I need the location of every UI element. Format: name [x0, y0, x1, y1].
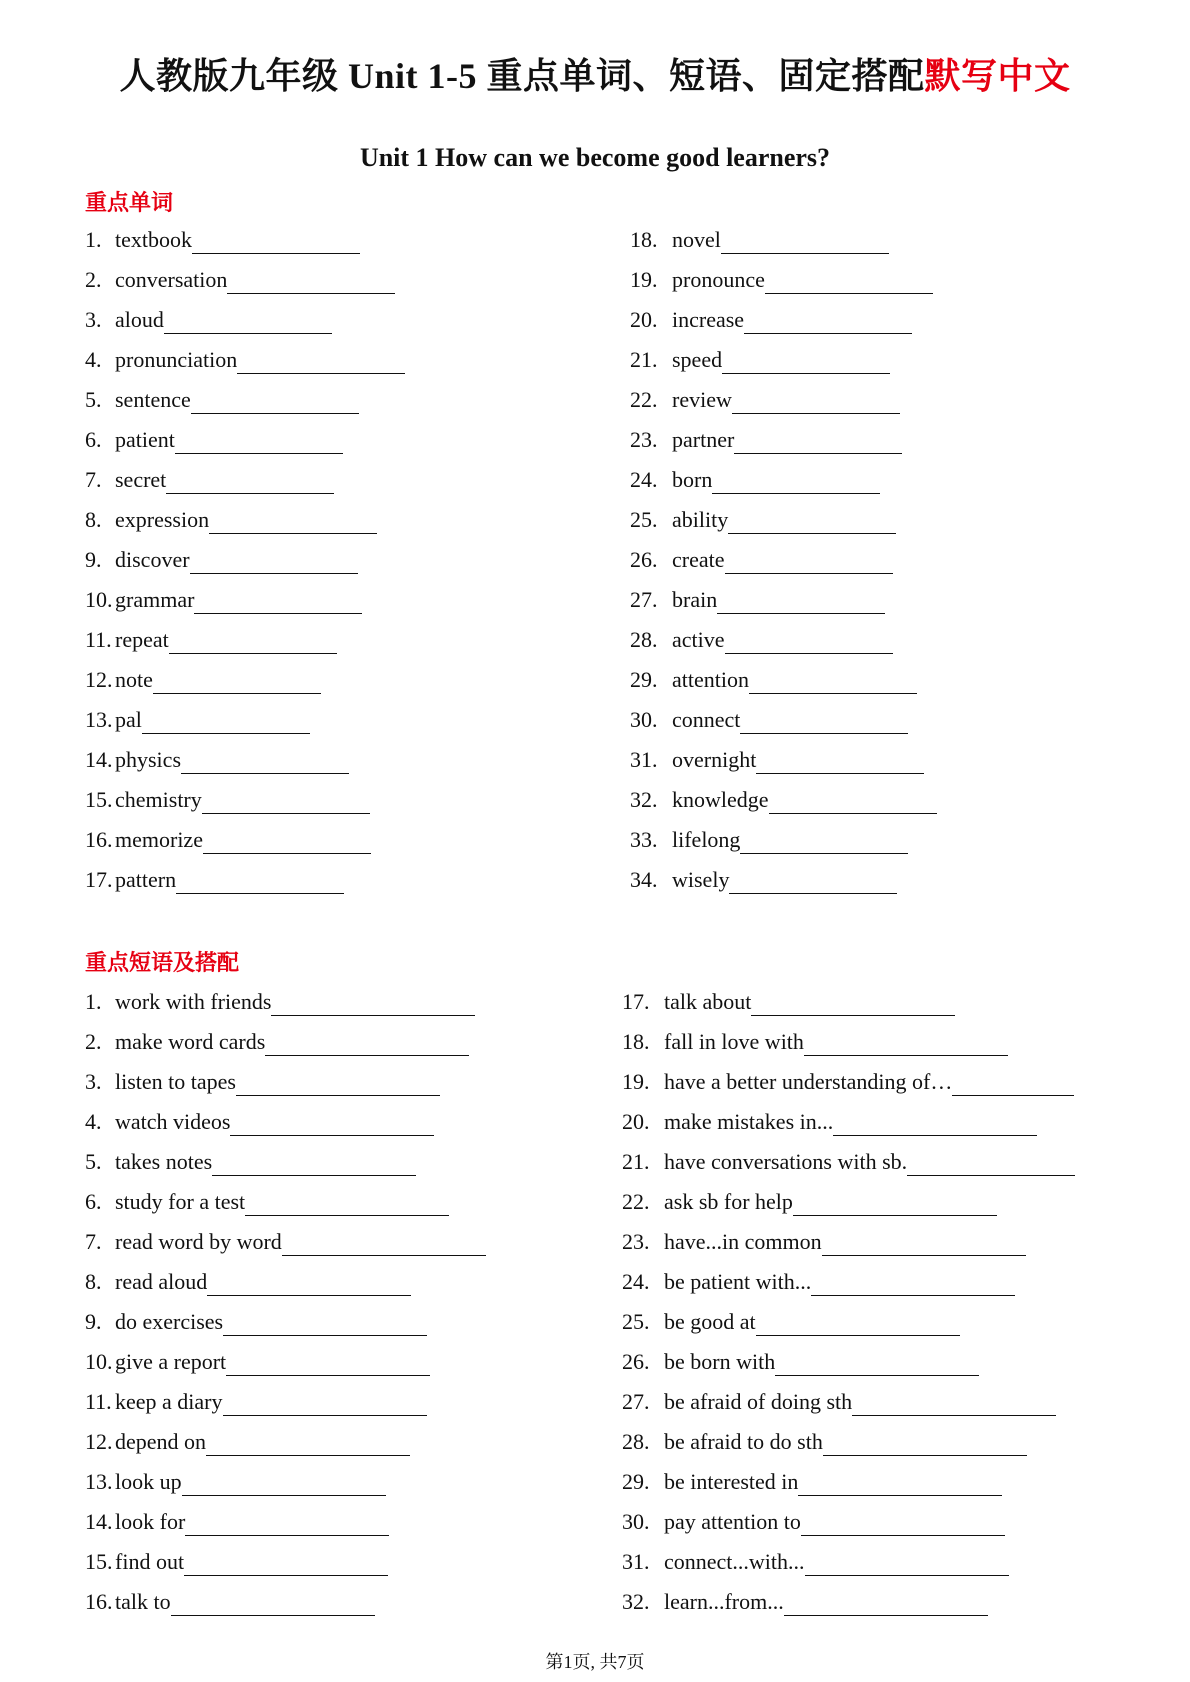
- list-item: [85, 580, 405, 620]
- item-text: active: [672, 627, 725, 652]
- item-number: 28.: [622, 1429, 650, 1454]
- item-text: make word cards: [115, 1029, 266, 1054]
- item-number: 16.: [85, 827, 113, 852]
- item-text: have...in common: [664, 1229, 822, 1254]
- item-number: 12.: [85, 667, 113, 692]
- item-number: 13.: [85, 1469, 113, 1494]
- item-number: 29.: [622, 1469, 650, 1494]
- item-text: be born with: [664, 1349, 776, 1374]
- item-number: 30.: [622, 1509, 650, 1534]
- item-text: increase: [672, 307, 745, 332]
- answer-blank[interactable]: [236, 1065, 440, 1096]
- item-text: physics: [115, 747, 181, 772]
- list-item: [630, 580, 937, 620]
- answer-blank[interactable]: [823, 1425, 1027, 1456]
- item-number: 11.: [85, 627, 112, 652]
- item-text: work with friends: [115, 989, 272, 1014]
- item-text: keep a diary: [115, 1389, 223, 1414]
- item-text: overnight: [672, 747, 757, 772]
- item-text: learn...from...: [664, 1589, 784, 1614]
- list-item: [622, 1542, 1075, 1582]
- list-item: [85, 740, 405, 780]
- item-number: 27.: [630, 587, 658, 612]
- list-item: [85, 1062, 486, 1102]
- answer-blank[interactable]: [756, 743, 924, 774]
- item-number: 28.: [630, 627, 658, 652]
- item-number: 31.: [630, 747, 658, 772]
- item-text: make mistakes in...: [664, 1109, 834, 1134]
- item-text: read aloud: [115, 1269, 208, 1294]
- answer-blank[interactable]: [203, 823, 371, 854]
- list-item: [630, 700, 937, 740]
- list-item: [630, 660, 937, 700]
- item-text: wisely: [672, 867, 730, 892]
- list-item: [630, 260, 937, 300]
- list-item: [630, 380, 937, 420]
- answer-blank[interactable]: [237, 343, 405, 374]
- answer-blank[interactable]: [223, 1305, 427, 1336]
- item-number: 24.: [630, 467, 658, 492]
- list-item: [622, 1102, 1075, 1142]
- item-text: be afraid to do sth: [664, 1429, 823, 1454]
- answer-blank[interactable]: [212, 1145, 416, 1176]
- list-item: [622, 982, 1075, 1022]
- answer-blank[interactable]: [805, 1545, 1009, 1576]
- item-text: textbook: [115, 227, 192, 252]
- item-text: fall in love with: [664, 1029, 804, 1054]
- item-text: expression: [115, 507, 210, 532]
- item-number: 3.: [85, 1069, 102, 1094]
- answer-blank[interactable]: [190, 543, 358, 574]
- item-number: 1.: [85, 227, 102, 252]
- list-item: [630, 300, 937, 340]
- item-text: give a report: [115, 1349, 227, 1374]
- list-item: [85, 540, 405, 580]
- answer-blank[interactable]: [717, 583, 885, 614]
- item-text: be good at: [664, 1309, 756, 1334]
- item-text: find out: [115, 1549, 185, 1574]
- answer-blank[interactable]: [265, 1025, 469, 1056]
- answer-blank[interactable]: [230, 1105, 434, 1136]
- list-item: [630, 220, 937, 260]
- answer-blank[interactable]: [206, 1425, 410, 1456]
- item-number: 7.: [85, 467, 102, 492]
- item-text: pattern: [115, 867, 177, 892]
- answer-blank[interactable]: [192, 223, 360, 254]
- page-title-highlight: 默写中文: [924, 56, 1071, 96]
- list-item: [85, 1582, 486, 1622]
- answer-blank[interactable]: [184, 1545, 388, 1576]
- item-text: sentence: [115, 387, 191, 412]
- list-item: [630, 420, 937, 460]
- item-number: 22.: [622, 1189, 650, 1214]
- item-text: do exercises: [115, 1309, 224, 1334]
- item-number: 23.: [630, 427, 658, 452]
- item-text: memorize: [115, 827, 203, 852]
- answer-blank[interactable]: [798, 1465, 1002, 1496]
- item-number: 25.: [630, 507, 658, 532]
- answer-blank[interactable]: [171, 1585, 375, 1616]
- item-number: 29.: [630, 667, 658, 692]
- item-text: pronounce: [672, 267, 765, 292]
- item-text: repeat: [115, 627, 169, 652]
- answer-blank[interactable]: [175, 423, 343, 454]
- item-text: have a better understanding of…: [664, 1069, 953, 1094]
- list-item: [85, 1382, 486, 1422]
- words-section-heading: 重点单词: [85, 190, 174, 215]
- answer-blank[interactable]: [181, 743, 349, 774]
- item-text: ability: [672, 507, 729, 532]
- item-text: secret: [115, 467, 167, 492]
- list-item: [622, 1022, 1075, 1062]
- answer-blank[interactable]: [744, 303, 912, 334]
- answer-blank[interactable]: [207, 1265, 411, 1296]
- list-item: [85, 1102, 486, 1142]
- item-number: 4.: [85, 347, 102, 372]
- page-footer: 第1页, 共7页: [545, 1652, 645, 1672]
- item-text: ask sb for help: [664, 1189, 793, 1214]
- item-text: look up: [115, 1469, 182, 1494]
- list-item: [85, 1222, 486, 1262]
- page-title: [0, 48, 1190, 99]
- item-text: pal: [115, 707, 142, 732]
- item-number: 7.: [85, 1229, 102, 1254]
- item-text: grammar: [115, 587, 195, 612]
- answer-blank[interactable]: [734, 423, 902, 454]
- item-number: 22.: [630, 387, 658, 412]
- item-text: listen to tapes: [115, 1069, 236, 1094]
- item-text: speed: [672, 347, 723, 372]
- answer-blank[interactable]: [756, 1305, 960, 1336]
- item-number: 15.: [85, 1549, 113, 1574]
- item-number: 12.: [85, 1429, 113, 1454]
- list-item: [85, 340, 405, 380]
- phrases-right-column: [622, 982, 1075, 1622]
- answer-blank[interactable]: [804, 1025, 1008, 1056]
- unit-title: Unit 1 How can we become good learners?: [359, 143, 831, 172]
- item-number: 21.: [630, 347, 658, 372]
- answer-blank[interactable]: [740, 823, 908, 854]
- list-item: [622, 1262, 1075, 1302]
- list-item: [622, 1382, 1075, 1422]
- item-number: 31.: [622, 1549, 650, 1574]
- list-item: [85, 1462, 486, 1502]
- list-item: [630, 340, 937, 380]
- item-text: watch videos: [115, 1109, 231, 1134]
- item-number: 24.: [622, 1269, 650, 1294]
- item-number: 20.: [622, 1109, 650, 1134]
- answer-blank[interactable]: [722, 343, 890, 374]
- answer-blank[interactable]: [202, 783, 370, 814]
- list-item: [85, 260, 405, 300]
- answer-blank[interactable]: [765, 263, 933, 294]
- item-number: 26.: [622, 1349, 650, 1374]
- answer-blank[interactable]: [833, 1105, 1037, 1136]
- answer-blank[interactable]: [226, 1345, 430, 1376]
- list-item: [85, 1182, 486, 1222]
- words-left-column: [85, 220, 405, 900]
- item-text: create: [672, 547, 725, 572]
- list-item: [85, 620, 405, 660]
- item-text: discover: [115, 547, 190, 572]
- item-number: 20.: [630, 307, 658, 332]
- item-number: 27.: [622, 1389, 650, 1414]
- list-item: [630, 500, 937, 540]
- item-number: 25.: [622, 1309, 650, 1334]
- answer-blank[interactable]: [142, 703, 310, 734]
- item-number: 6.: [85, 427, 102, 452]
- list-item: [630, 820, 937, 860]
- item-number: 14.: [85, 1509, 113, 1534]
- list-item: [622, 1422, 1075, 1462]
- list-item: [630, 860, 937, 900]
- item-number: 33.: [630, 827, 658, 852]
- item-text: attention: [672, 667, 749, 692]
- item-number: 34.: [630, 867, 658, 892]
- list-item: [85, 820, 405, 860]
- item-number: 32.: [622, 1589, 650, 1614]
- answer-blank[interactable]: [164, 303, 332, 334]
- list-item: [630, 620, 937, 660]
- item-number: 9.: [85, 547, 102, 572]
- item-text: be interested in: [664, 1469, 799, 1494]
- item-text: connect: [672, 707, 741, 732]
- list-item: [622, 1502, 1075, 1542]
- answer-blank[interactable]: [728, 503, 896, 534]
- item-text: pronunciation: [115, 347, 238, 372]
- item-number: 18.: [622, 1029, 650, 1054]
- item-number: 8.: [85, 1269, 102, 1294]
- list-item: [85, 1542, 486, 1582]
- answer-blank[interactable]: [725, 623, 893, 654]
- item-text: takes notes: [115, 1149, 213, 1174]
- list-item: [85, 380, 405, 420]
- answer-blank[interactable]: [801, 1505, 1005, 1536]
- list-item: [85, 1262, 486, 1302]
- item-text: conversation: [115, 267, 228, 292]
- item-text: read word by word: [115, 1229, 282, 1254]
- list-item: [622, 1142, 1075, 1182]
- item-number: 6.: [85, 1189, 102, 1214]
- answer-blank[interactable]: [185, 1505, 389, 1536]
- item-number: 1.: [85, 989, 102, 1014]
- item-number: 19.: [622, 1069, 650, 1094]
- item-number: 10.: [85, 1349, 113, 1374]
- item-number: 14.: [85, 747, 113, 772]
- item-number: 8.: [85, 507, 102, 532]
- item-text: be afraid of doing sth: [664, 1389, 853, 1414]
- item-number: 17.: [85, 867, 113, 892]
- answer-blank[interactable]: [176, 863, 344, 894]
- item-text: pay attention to: [664, 1509, 801, 1534]
- list-item: [622, 1302, 1075, 1342]
- answer-blank[interactable]: [822, 1225, 1026, 1256]
- list-item: [85, 860, 405, 900]
- item-number: 2.: [85, 267, 102, 292]
- item-number: 11.: [85, 1389, 112, 1414]
- item-text: knowledge: [672, 787, 769, 812]
- answer-blank[interactable]: [729, 863, 897, 894]
- item-number: 10.: [85, 587, 113, 612]
- list-item: [622, 1342, 1075, 1382]
- answer-blank[interactable]: [852, 1385, 1056, 1416]
- item-number: 15.: [85, 787, 113, 812]
- list-item: [85, 982, 486, 1022]
- list-item: [85, 1342, 486, 1382]
- answer-blank[interactable]: [169, 623, 337, 654]
- phrases-section-heading: 重点短语及搭配: [85, 950, 240, 975]
- answer-blank[interactable]: [811, 1265, 1015, 1296]
- item-number: 13.: [85, 707, 113, 732]
- item-text: brain: [672, 587, 718, 612]
- answer-blank[interactable]: [740, 703, 908, 734]
- item-text: lifelong: [672, 827, 741, 852]
- item-text: note: [115, 667, 153, 692]
- answer-blank[interactable]: [182, 1465, 386, 1496]
- item-number: 5.: [85, 387, 102, 412]
- answer-blank[interactable]: [725, 543, 893, 574]
- answer-blank[interactable]: [769, 783, 937, 814]
- item-text: have conversations with sb.: [664, 1149, 908, 1174]
- page-title-main: 人教版九年级 Unit 1-5 重点单词、短语、固定搭配: [119, 56, 925, 96]
- answer-blank[interactable]: [271, 985, 475, 1016]
- phrases-left-column: [85, 982, 486, 1622]
- list-item: [622, 1062, 1075, 1102]
- item-number: 16.: [85, 1589, 113, 1614]
- answer-blank[interactable]: [209, 503, 377, 534]
- answer-blank[interactable]: [166, 463, 334, 494]
- item-text: be patient with...: [664, 1269, 812, 1294]
- answer-blank[interactable]: [793, 1185, 997, 1216]
- answer-blank[interactable]: [191, 383, 359, 414]
- answer-blank[interactable]: [223, 1385, 427, 1416]
- item-number: 19.: [630, 267, 658, 292]
- answer-blank[interactable]: [749, 663, 917, 694]
- answer-blank[interactable]: [194, 583, 362, 614]
- item-text: chemistry: [115, 787, 202, 812]
- list-item: [85, 1142, 486, 1182]
- item-text: patient: [115, 427, 175, 452]
- item-number: 30.: [630, 707, 658, 732]
- item-text: partner: [672, 427, 735, 452]
- item-number: 21.: [622, 1149, 650, 1174]
- item-text: depend on: [115, 1429, 207, 1454]
- item-text: connect...with...: [664, 1549, 805, 1574]
- answer-blank[interactable]: [732, 383, 900, 414]
- list-item: [630, 460, 937, 500]
- list-item: [622, 1582, 1075, 1622]
- item-text: talk to: [115, 1589, 171, 1614]
- answer-blank[interactable]: [712, 463, 880, 494]
- list-item: [630, 540, 937, 580]
- list-item: [85, 780, 405, 820]
- item-number: 32.: [630, 787, 658, 812]
- list-item: [85, 420, 405, 460]
- answer-blank[interactable]: [907, 1145, 1075, 1176]
- answer-blank[interactable]: [775, 1345, 979, 1376]
- words-right-column: [630, 220, 937, 900]
- item-number: 17.: [622, 989, 650, 1014]
- item-number: 4.: [85, 1109, 102, 1134]
- list-item: [85, 300, 405, 340]
- item-number: 23.: [622, 1229, 650, 1254]
- list-item: [85, 460, 405, 500]
- item-number: 9.: [85, 1309, 102, 1334]
- item-text: study for a test: [115, 1189, 246, 1214]
- list-item: [85, 500, 405, 540]
- answer-blank[interactable]: [282, 1225, 486, 1256]
- list-item: [630, 740, 937, 780]
- item-number: 18.: [630, 227, 658, 252]
- item-number: 26.: [630, 547, 658, 572]
- item-number: 5.: [85, 1149, 102, 1174]
- item-text: talk about: [664, 989, 752, 1014]
- item-text: aloud: [115, 307, 164, 332]
- list-item: [85, 700, 405, 740]
- item-text: review: [672, 387, 732, 412]
- list-item: [622, 1462, 1075, 1502]
- answer-blank[interactable]: [784, 1585, 988, 1616]
- list-item: [85, 1302, 486, 1342]
- list-item: [622, 1222, 1075, 1262]
- list-item: [630, 780, 937, 820]
- item-text: born: [672, 467, 713, 492]
- answer-blank[interactable]: [721, 223, 889, 254]
- item-number: 2.: [85, 1029, 102, 1054]
- list-item: [85, 660, 405, 700]
- answer-blank[interactable]: [751, 985, 955, 1016]
- answer-blank[interactable]: [245, 1185, 449, 1216]
- answer-blank[interactable]: [153, 663, 321, 694]
- item-number: 3.: [85, 307, 102, 332]
- list-item: [622, 1182, 1075, 1222]
- list-item: [85, 1022, 486, 1062]
- list-item: [85, 220, 405, 260]
- answer-blank[interactable]: [227, 263, 395, 294]
- item-text: novel: [672, 227, 721, 252]
- list-item: [85, 1422, 486, 1462]
- list-item: [85, 1502, 486, 1542]
- answer-blank[interactable]: [952, 1065, 1074, 1096]
- item-text: look for: [115, 1509, 186, 1534]
